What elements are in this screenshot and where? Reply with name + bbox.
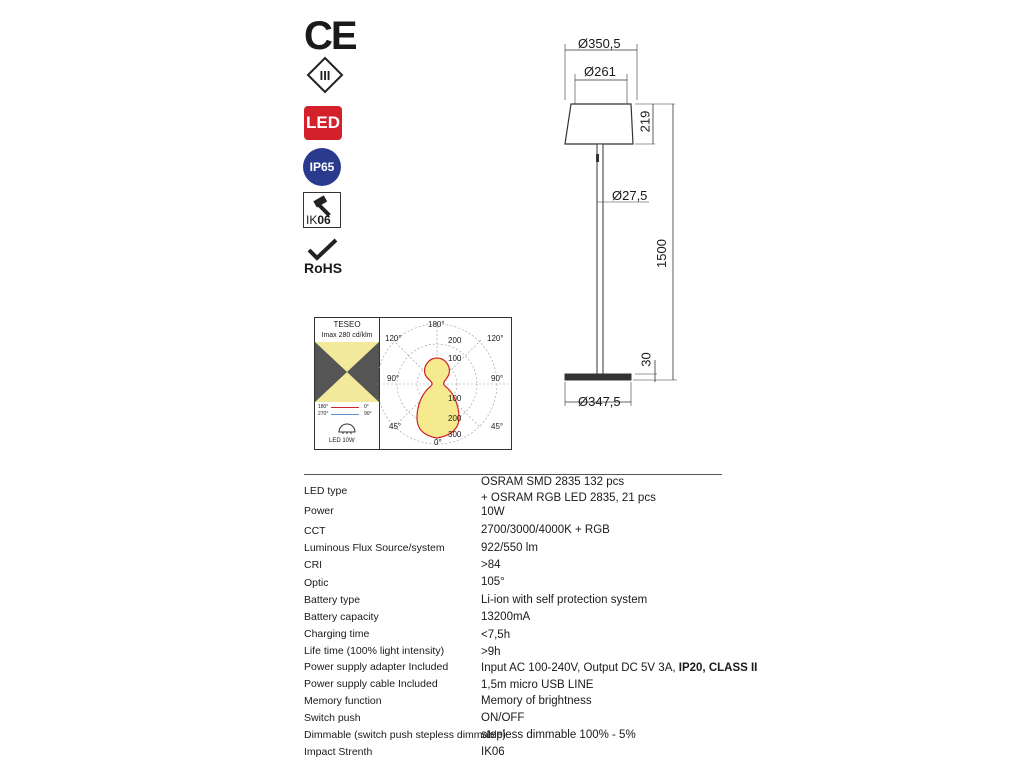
- angle-bottom-right: 45°: [491, 422, 504, 431]
- spec-label-charging-time: Charging time: [304, 628, 370, 640]
- dim-pole-diameter: Ø27,5: [612, 188, 648, 203]
- spec-label-impact: Impact Strenth: [304, 746, 373, 758]
- spec-label-dimmable: Dimmable (switch push stepless dimmable): [304, 729, 506, 741]
- ring-200-bottom: 200: [448, 414, 462, 423]
- spec-label-battery-capacity: Battery capacity: [304, 611, 379, 623]
- lamp-name: TESEO: [333, 320, 361, 329]
- angle-bottom: 0°: [434, 438, 442, 447]
- angle-mid-left: 90°: [387, 374, 400, 383]
- spec-label-flux: Luminous Flux Source/system: [304, 542, 445, 554]
- spec-value-cct: 2700/3000/4000K + RGB: [481, 524, 610, 536]
- angle-top-right: 120°: [487, 334, 504, 343]
- legend-2-right: 90°: [364, 411, 372, 417]
- photometric-diagram: [314, 317, 512, 450]
- spec-value-dimmable: stepless dimmable 100% - 5%: [481, 729, 636, 741]
- ring-300-bottom: 300: [448, 430, 462, 439]
- spec-value-led-type-2: + OSRAM RGB LED 2835, 21 pcs: [481, 492, 656, 504]
- class-iii-icon: [306, 56, 344, 94]
- spec-label-optic: Optic: [304, 577, 329, 589]
- imax-value: Imax 280 cd/klm: [321, 332, 373, 339]
- spec-label-cct: CCT: [304, 525, 326, 537]
- beam-wedge-icon: [315, 342, 379, 402]
- spec-label-life-time: Life time (100% light intensity): [304, 645, 445, 657]
- spec-value-power: 10W: [481, 506, 505, 518]
- ce-mark-icon: CE: [304, 14, 356, 58]
- spec-label-power-adapter: Power supply adapter Included: [304, 661, 449, 673]
- spec-value-memory: Memory of brightness: [481, 695, 592, 707]
- ring-200-top: 200: [448, 336, 462, 345]
- spec-label-cri: CRI: [304, 559, 323, 571]
- spec-label-battery-type: Battery type: [304, 594, 361, 606]
- spec-label-led-type: LED type: [304, 485, 348, 497]
- led-source-icon: [337, 422, 357, 434]
- lamp-dimension-drawing: [545, 30, 695, 430]
- angle-top-left: 120°: [385, 334, 402, 343]
- spec-label-power: Power: [304, 505, 334, 517]
- legend-2-left: 270°: [318, 411, 329, 417]
- ik-prefix: IK: [306, 213, 318, 227]
- spec-value-power-adapter-bold: IP20, CLASS II: [678, 662, 758, 674]
- dim-total-height: 1500: [653, 239, 669, 268]
- spec-value-battery-capacity: 13200mA: [481, 611, 531, 623]
- class-label: III: [319, 68, 331, 83]
- spec-value-battery-type: Li-ion with self protection system: [481, 594, 648, 606]
- spec-value-optic: 105°: [481, 576, 505, 588]
- angle-top: 180°: [428, 320, 445, 329]
- dim-top-diameter: Ø350,5: [578, 36, 621, 51]
- dim-shade-diameter: Ø261: [584, 64, 616, 79]
- led-badge-icon: LED: [304, 106, 342, 140]
- spec-label-memory: Memory function: [304, 695, 382, 707]
- ring-100-top: 100: [448, 354, 462, 363]
- spec-value-life-time: >9h: [481, 646, 501, 658]
- legend-1-left: 180°: [318, 404, 329, 410]
- spec-value-flux: 922/550 lm: [481, 542, 538, 554]
- ring-100-bottom: 100: [448, 394, 462, 403]
- angle-bottom-left: 45°: [389, 422, 402, 431]
- dim-base-diameter: Ø347,5: [578, 394, 621, 409]
- spec-label-power-cable: Power supply cable Included: [304, 678, 438, 690]
- source-label: LED 10W: [329, 438, 355, 444]
- angle-mid-right: 90°: [491, 374, 504, 383]
- legend-line-blue: [331, 413, 359, 416]
- dim-shade-height: 219: [637, 110, 653, 133]
- spec-value-power-cable: 1,5m micro USB LINE: [481, 679, 594, 691]
- dim-base-height: 30: [638, 352, 654, 367]
- spec-value-impact: IK06: [481, 746, 505, 758]
- legend-line-red: [331, 406, 359, 409]
- spec-divider: [304, 474, 722, 475]
- legend-1-right: 0°: [364, 404, 369, 410]
- ik-number: 06: [317, 213, 331, 227]
- spec-value-power-adapter: [481, 662, 757, 674]
- spec-value-led-type: OSRAM SMD 2835 132 pcs: [481, 476, 625, 488]
- spec-value-cri: >84: [481, 559, 501, 571]
- ip-rating-badge-icon: IP65: [303, 148, 341, 186]
- spec-value-charging-time: <7,5h: [481, 629, 511, 641]
- spec-value-switch-push: ON/OFF: [481, 712, 525, 724]
- spec-value-power-adapter-text: Input AC 100-240V, Output DC 5V 3A,: [481, 662, 679, 674]
- spec-label-switch-push: Switch push: [304, 712, 361, 724]
- photometric-info-panel: [315, 318, 380, 449]
- rohs-label: RoHS: [304, 260, 343, 276]
- impact-rating-icon: [303, 192, 341, 228]
